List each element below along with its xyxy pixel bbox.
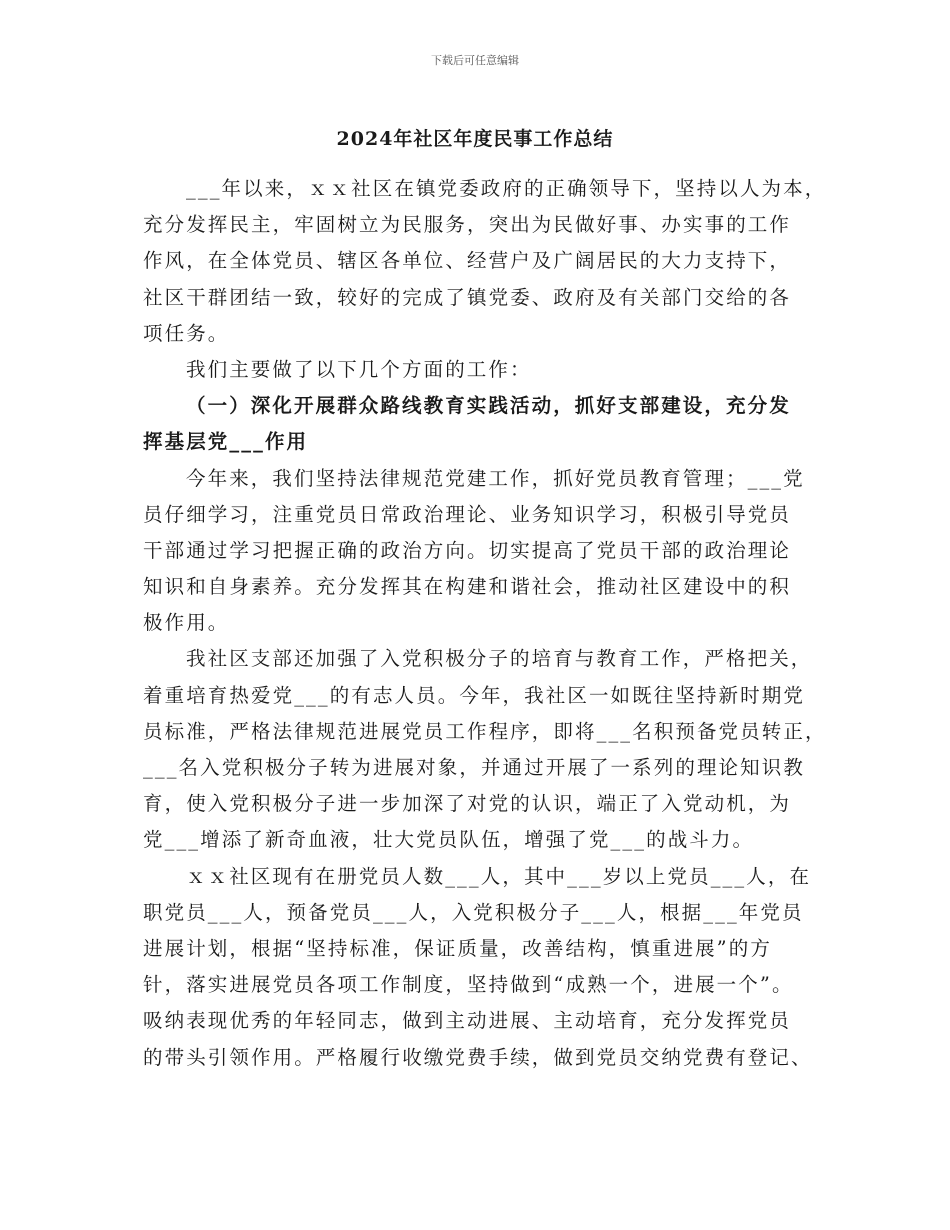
paragraph-members-line: 针，落实进展党员各项工作制度，坚持做到“成熟一个，进展一个”。 (143, 973, 794, 997)
paragraph-members-line: 进展计划，根据“坚持标准，保证质量，改善结构，慎重进展”的方 (143, 936, 772, 960)
paragraph-activists-line: ___名入党积极分子转为进展对象，并通过开展了一系列的理论知识教 (143, 756, 805, 779)
paragraph-intro-line: 社区干群团结一致，较好的完成了镇党委、政府及有关部门交给的各 (143, 285, 792, 309)
paragraph-education-line: 极作用。 (143, 611, 230, 635)
paragraph-intro-line: ___年以来，ｘｘ社区在镇党委政府的正确领导下，坚持以人为本， (186, 177, 827, 200)
paragraph-members-line: 的带头引领作用。严格履行收缴党费手续，做到党员交纳党费有登记、 (143, 1045, 813, 1069)
paragraph-activists-line: 员标准，严格法律规范进展党员工作程序，即将___名积预备党员转正， (143, 719, 827, 743)
paragraph-activists-line: 着重培育热爱党___的有志人员。今年，我社区一如既往坚持新时期党 (143, 683, 805, 707)
paragraph-education-line: 员仔细学习，注重党员日常政治理论、业务知识学习，积极引导党员 (143, 502, 792, 526)
paragraph-intro-line: 作风，在全体党员、辖区各单位、经营户及广阔居民的大力支持下， (143, 249, 792, 273)
paragraph-activists-line: 我社区支部还加强了入党积极分子的培育与教育工作，严格把关， (186, 647, 813, 671)
paragraph-education-line: 今年来，我们坚持法律规范党建工作，抓好党员教育管理；___党 (186, 466, 805, 490)
paragraph-education-line: 干部通过学习把握正确的政治方向。切实提高了党员干部的政治理论 (143, 538, 792, 562)
paragraph-activists-line: 育，使入党积极分子进一步加深了对党的认识，端正了入党动机，为 (143, 792, 792, 816)
paragraph-overview-line: 我们主要做了以下几个方面的工作： (186, 357, 532, 381)
section-heading-line: 挥基层党___作用 (143, 430, 309, 454)
paragraph-intro-line: 充分发挥民主，牢固树立为民服务，突出为民做好事、办实事的工作 (143, 213, 792, 237)
document-body (143, 171, 827, 1076)
section-heading-line: （一）深化开展群众路线教育实践活动，抓好支部建设，充分发 (186, 394, 791, 418)
paragraph-education-line: 知识和自身素养。充分发挥其在构建和谐社会，推动社区建设中的积 (143, 575, 792, 599)
paragraph-members-line: 吸纳表现优秀的年轻同志，做到主动进展、主动培育，充分发挥党员 (143, 1009, 792, 1033)
paragraph-intro-line: 项任务。 (143, 321, 230, 345)
paragraph-members-line: ｘｘ社区现有在册党员人数___人，其中___岁以上党员___人，在 (186, 864, 812, 888)
paragraph-members-line: 职党员___人，预备党员___人，入党积极分子___人，根据___年党员 (143, 900, 804, 924)
document-title: 2024年社区年度民事工作总结 (336, 128, 614, 150)
paragraph-activists-line: 党___增添了新奇血液，壮大党员队伍，增强了党___的战斗力。 (143, 828, 755, 852)
page-header-note: 下载后可任意编辑 (431, 54, 519, 67)
